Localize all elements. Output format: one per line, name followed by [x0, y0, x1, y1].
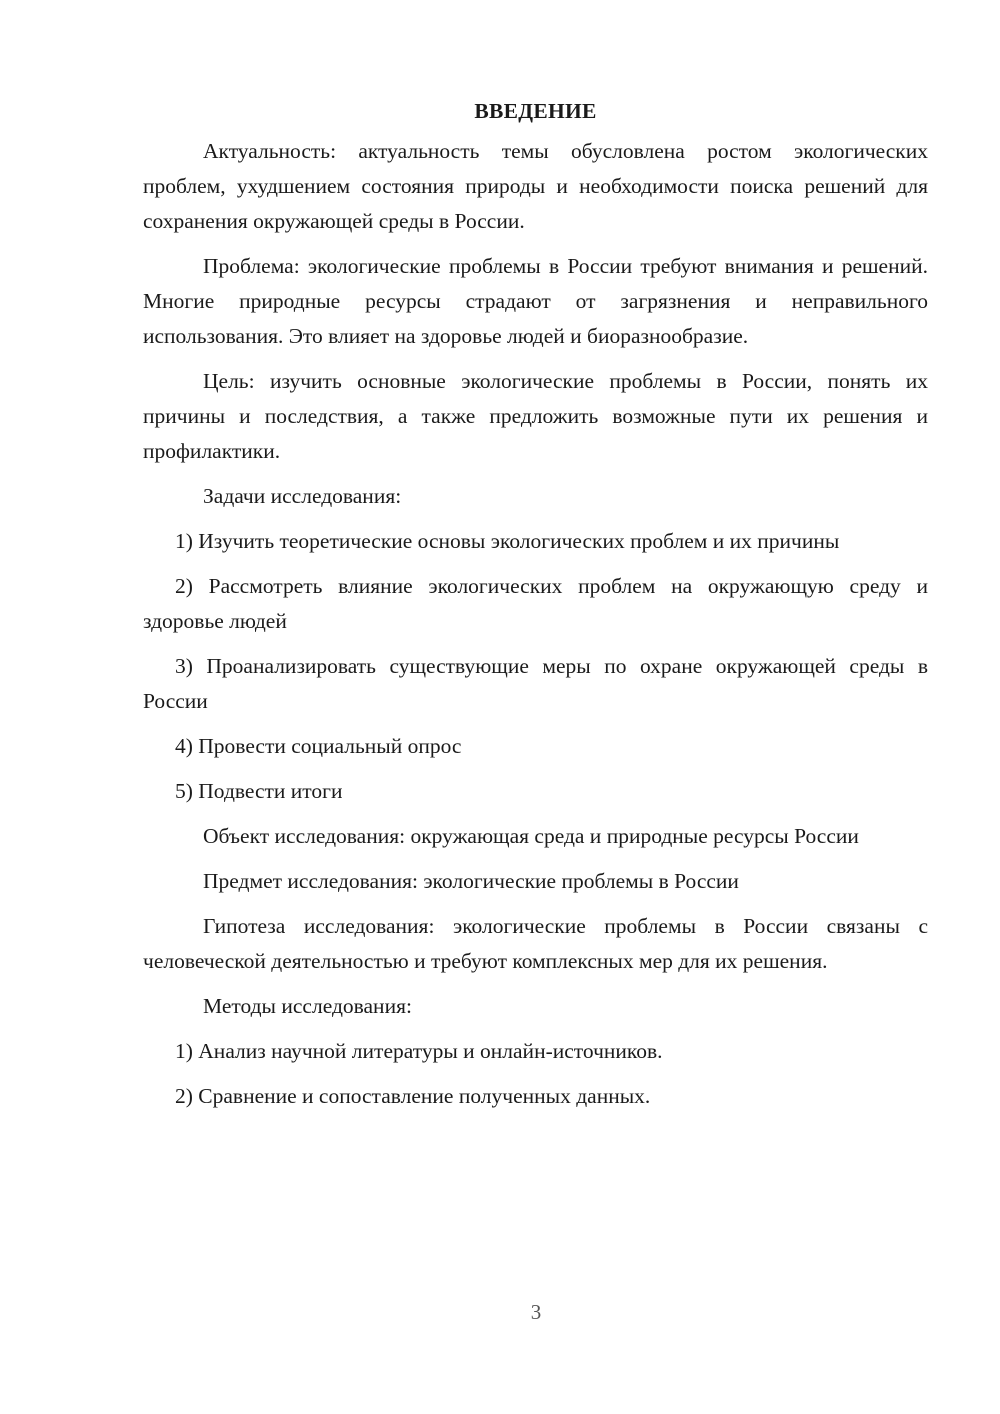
page-number: 3 — [530, 1300, 542, 1324]
task-item: 3) Проанализировать существующие меры по охране окружающей среды в России — [143, 654, 928, 713]
section-heading: ВВЕДЕНИЕ — [474, 99, 597, 123]
hypothesis-paragraph: Гипотеза исследования: экологические проблемы в России связаны с человеческой деятельностью и требуют комплексных мер для их решения. — [143, 914, 928, 973]
task-item: 2) Рассмотреть влияние экологических проблем на окружающую среду и здоровье людей — [143, 574, 928, 633]
problem-paragraph: Проблема: экологические проблемы в России требуют внимания и решений. Многие природные ресурсы страдают от загрязнения и неправильного использования. Это влияет на здоровье людей и биоразнообразие. — [143, 254, 928, 348]
goal-paragraph: Цель: изучить основные экологические проблемы в России, понять их причины и последствия, а также предложить возможные пути их решения и профилактики. — [143, 369, 928, 463]
method-item: 2) Сравнение и сопоставление полученных данных. — [175, 1084, 651, 1108]
document-page — [143, 96, 928, 1124]
subject-paragraph: Предмет исследования: экологические проблемы в России — [203, 869, 739, 893]
relevance-paragraph: Актуальность: актуальность темы обусловлена ростом экологических проблем, ухудшением состояния природы и необходимости поиска решений для сохранения окружающей среды в России. — [143, 139, 928, 233]
object-paragraph: Объект исследования: окружающая среда и природные ресурсы России — [203, 824, 859, 848]
task-item: 5) Подвести итоги — [175, 779, 343, 803]
method-item: 1) Анализ научной литературы и онлайн-источников. — [175, 1039, 663, 1063]
methods-title: Методы исследования: — [203, 994, 412, 1018]
tasks-title: Задачи исследования: — [203, 484, 402, 508]
task-item: 1) Изучить теоретические основы экологических проблем и их причины — [175, 529, 840, 553]
task-item: 4) Провести социальный опрос — [175, 734, 462, 758]
